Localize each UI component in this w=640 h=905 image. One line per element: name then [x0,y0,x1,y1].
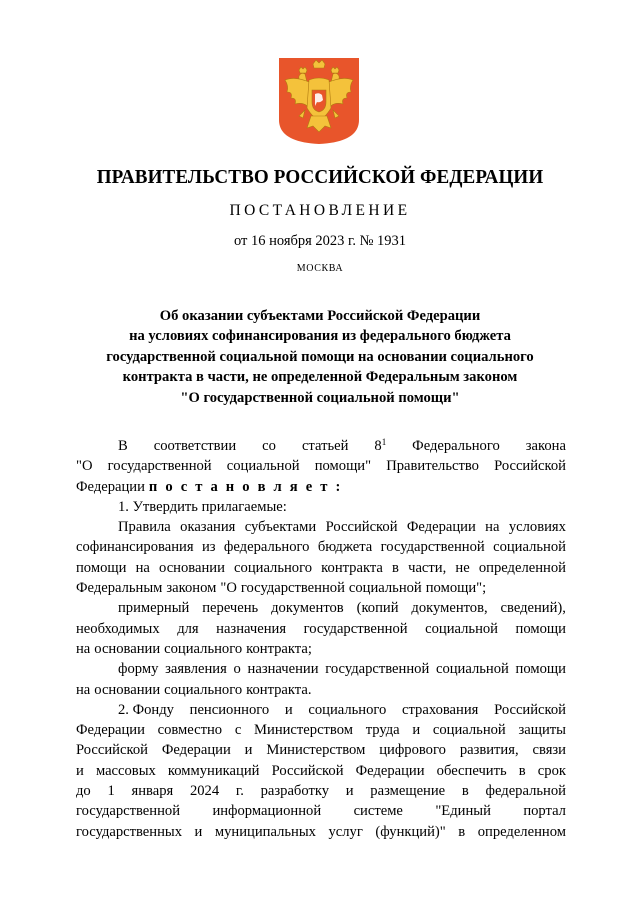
body-line: Федерации п о с т а н о в л я е т : [76,477,566,497]
body-line [76,517,566,537]
body-word: в [458,823,466,840]
body-word: "О [220,580,237,597]
body-word: помощи"; [425,580,487,597]
body-word: и [345,783,354,800]
body-word: г. [235,783,244,800]
body-word: и [284,701,293,718]
body-line [76,740,566,760]
body-word: информационной [212,803,322,820]
body-line: 1. Утвердить прилагаемые: [118,498,287,515]
body-word: связи [532,742,566,759]
body-word: помощи [515,620,566,637]
body-word: труда [365,722,400,739]
body-word: в [392,559,399,576]
subject-line: на условиях софинансирования из федерального бюджета [129,328,511,345]
body-word: государственных [76,823,183,840]
body-word: из [201,539,216,556]
resolves-word: п о с т а н о в л я е т : [148,478,343,495]
body-word: назначении [247,661,319,678]
body-word: софинансирования [76,539,194,556]
document-subject [60,306,580,408]
body-word: Федерации [355,762,425,779]
body-line [76,761,566,781]
body-word: контракта. [246,681,312,698]
body-word: социальной [226,458,300,475]
body-word: Федеральным [76,580,163,597]
body-line [76,680,566,700]
document-type: ПОСТАНОВЛЕНИЕ [229,202,411,219]
body-line: В соответствии со статьей $8^1$ Федерального закона [76,436,566,456]
body-line [76,659,566,679]
body-word: государственной [325,661,430,678]
body-word: государственной [240,580,345,597]
body-line [76,781,566,801]
body-word: Российской [494,458,566,475]
body-word: социальной [493,539,566,556]
body-word: защиты [518,722,566,739]
body-word: портал [523,803,566,820]
body-word: (функций)" [375,823,446,840]
body-word: и [194,823,203,840]
body-word: страхования [402,701,479,718]
body-word: "О [76,458,93,475]
body-word: контракта [321,559,383,576]
body-word: помощи [515,661,566,678]
body-word: сведений), [500,600,566,617]
government-title: ПРАВИТЕЛЬСТВО РОССИЙСКОЙ ФЕДЕРАЦИИ [96,166,544,188]
body-word: на [76,640,91,657]
document-date-number: от 16 ноября 2023 г. № 1931 [233,233,407,249]
coat-of-arms-icon [277,56,361,146]
body-word: определенном [477,823,566,840]
body-line [76,619,566,639]
body-word: на [135,559,150,576]
body-word: с [234,722,242,739]
body-word: на [76,681,91,698]
body-line [76,700,566,720]
body-word: 2024 [189,783,220,800]
subject-line: Об оказании субъектами Российской Федерации [159,308,481,324]
body-line [76,801,566,821]
body-word: законом [166,580,217,597]
body-word: основании [94,681,161,698]
body-word: определенной [478,559,566,576]
subject-line: государственной социальной помощи на основании социального [106,348,534,365]
body-word: основании [94,640,161,657]
body-word: разработку [260,783,330,800]
body-word: размещение [370,783,446,800]
body-word: Федерации [406,519,476,536]
body-word: перечень [202,600,259,617]
body-word: коммуникаций [167,762,260,779]
body-word: до [76,783,91,800]
body-line [76,639,566,659]
body-word: Российской [494,701,566,718]
body-line [76,598,566,618]
body-word: 2. Фонду [118,701,174,718]
body-line [76,456,566,476]
body-word: бюджета [317,539,373,556]
body-word: января [131,783,174,800]
body-word: социального [164,640,243,657]
body-word: о [233,661,241,678]
body-word: помощи [76,559,127,576]
body-word: социального [164,681,243,698]
body-word: на [485,519,500,536]
body-word: социального [234,559,313,576]
body-word: Российской [271,762,344,779]
body-word: назначения [216,620,287,637]
body-word: срок [537,762,566,779]
body-word: оказания [180,519,236,536]
document-city: МОСКВА [296,263,344,274]
body-word: социальной [425,620,498,637]
body-word: заявления [165,661,227,678]
body-word: помощи" [314,458,372,475]
body-word: федерального [223,539,310,556]
body-word: услуг [328,823,363,840]
body-word: социальной [435,661,509,678]
body-word: и [412,722,421,739]
body-word: цифрового [379,742,446,759]
body-word: примерный [118,600,190,617]
body-word: муниципальных [214,823,316,840]
body-word: государственной [107,458,212,475]
body-word: совместно [157,722,223,739]
article-reference: $8^1$ [374,437,387,454]
body-word: массовых [95,762,156,779]
body-word: в [461,783,469,800]
body-word: Федерации [161,742,231,759]
body-word: для [177,620,199,637]
body-word: субъектами [244,519,317,536]
subject-line: "О государственной социальной помощи" [180,389,460,406]
body-word: социального [308,701,387,718]
body-line [76,537,566,557]
body-word: системе [353,803,403,820]
body-word: федеральной [485,783,566,800]
body-word: государственной [76,803,181,820]
body-word: государственной [303,620,408,637]
body-line [76,822,566,842]
body-word: (копий [356,600,399,617]
body-word: развития, [459,742,519,759]
body-word: обеспечить [436,762,507,779]
body-word: Российской [325,519,398,536]
body-word: 1 [107,783,115,800]
body-word: необходимых [76,620,160,637]
body-word: не [455,559,470,576]
body-word: "Единый [435,803,491,820]
body-word: и [76,762,84,779]
body-word: социальной [348,580,422,597]
body-word: основании [159,559,225,576]
subject-line: контракта в части, не определенной Федеральным законом [122,369,518,386]
body-word: Федерации [76,722,145,739]
body-word: части, [408,559,447,576]
body-word: в [518,762,526,779]
body-word: форму [118,661,159,678]
body-line [76,578,566,598]
body-word: Министерством [266,742,366,759]
body-word: документов, [411,600,488,617]
body-line [76,558,566,578]
body-word: и [244,742,253,759]
body-word: документов [271,600,344,617]
body-word: Министерством [254,722,353,739]
document-body [76,436,566,842]
body-word: Российской [76,742,148,759]
body-word: контракта; [246,640,312,657]
body-word: пенсионного [189,701,270,718]
body-word: социальной [432,722,506,739]
body-word: Правила [118,519,171,536]
body-word: Правительство [386,458,479,475]
body-word: условиях [508,519,566,536]
body-word: государственной [380,539,485,556]
body-line [76,720,566,740]
